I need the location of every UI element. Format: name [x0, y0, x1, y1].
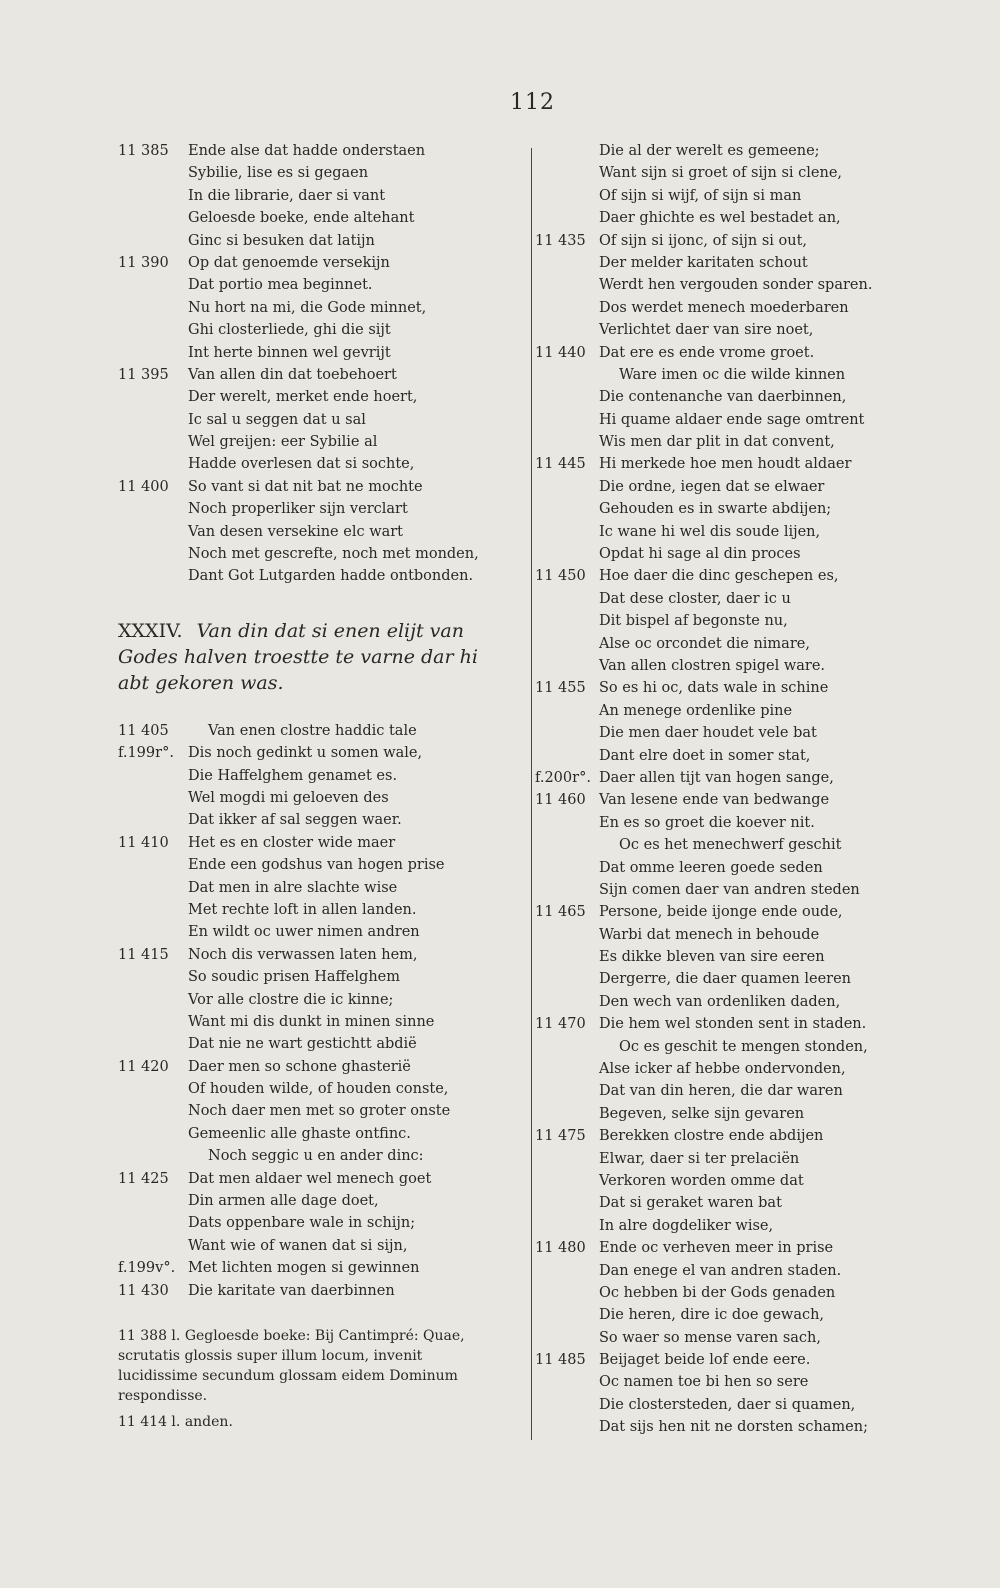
verse-text: Of sijn si wijf, of sijn si man: [599, 187, 802, 204]
verse-line: [535, 1058, 915, 1080]
verse-line: [535, 297, 915, 319]
footnotes: [118, 1326, 488, 1432]
verse-line: [118, 1257, 508, 1279]
verse-line: [535, 901, 915, 923]
verse-text: Noch dis verwassen laten hem,: [188, 946, 418, 963]
line-number: 11 460: [535, 792, 586, 809]
verse-text: Gehouden es in swarte abdijen;: [599, 501, 832, 518]
chapter-heading: [118, 618, 503, 696]
verse-line: [118, 944, 508, 966]
verse-line: [118, 565, 508, 587]
verse-text: Der werelt, merket ende hoert,: [188, 389, 418, 406]
verse-line: [535, 1148, 915, 1170]
line-number: 11 435: [535, 232, 586, 249]
verse-text: Met rechte loft in allen landen.: [188, 901, 417, 918]
verse-line: [535, 543, 915, 565]
verse-text: Sijn comen daer van andren steden: [599, 881, 860, 898]
verse-line: [535, 610, 915, 632]
verse-text: Die clostersteden, daer si quamen,: [599, 1396, 856, 1413]
chapter-title: Van din dat si enen elijt van Godes halven troestte te varne dar hi abt gekoren was.: [118, 619, 478, 694]
verse-text: Alse icker af hebbe ondervonden,: [599, 1061, 846, 1078]
verse-text: Die contenanche van daerbinnen,: [599, 389, 847, 406]
verse-line: [535, 1103, 915, 1125]
verse-line: [535, 274, 915, 296]
verse-line: [118, 162, 508, 184]
verse-text: Ware imen oc die wilde kinnen: [619, 366, 846, 383]
verse-line: [535, 1237, 915, 1259]
verse-text: So vant si dat nit bat ne mochte: [188, 478, 423, 495]
verse-line: [535, 565, 915, 587]
verse-text: En wildt oc uwer nimen andren: [188, 924, 420, 941]
verse-text: Dat portio mea beginnet.: [188, 277, 373, 294]
verse-line: [535, 162, 915, 184]
verse-line: [535, 386, 915, 408]
verse-text: Van lesene ende van bedwange: [599, 792, 830, 809]
verse-line: [535, 946, 915, 968]
verse-line: [118, 989, 508, 1011]
verse-line: [535, 1125, 915, 1147]
verse-text: Ende een godshus van hogen prise: [188, 857, 445, 874]
verse-line: [118, 207, 508, 229]
verse-line: [118, 543, 508, 565]
verse-text: Verkoren worden omme dat: [599, 1172, 804, 1189]
verse-text: Wel mogdi mi geloeven des: [188, 789, 389, 806]
line-number: 11 400: [118, 478, 169, 495]
verse-line: [118, 230, 508, 252]
left-column: [118, 140, 508, 1438]
verse-line: [118, 1280, 508, 1302]
verse-line: [118, 476, 508, 498]
verse-text: In alre dogdeliker wise,: [599, 1217, 774, 1234]
verse-text: Verlichtet daer van sire noet,: [599, 322, 814, 339]
verse-text: Opdat hi sage al din proces: [599, 546, 801, 563]
verse-text: Wis men dar plit in dat convent,: [599, 434, 835, 451]
verse-text: Of houden wilde, of houden conste,: [188, 1081, 449, 1098]
verse-text: Alse oc orcondet die nimare,: [599, 635, 810, 652]
verse-text: Ende oc verheven meer in prise: [599, 1240, 834, 1257]
verse-text: Het es en closter wide maer: [188, 834, 396, 851]
verse-line: [118, 140, 508, 162]
verse-text: Beijaget beide lof ende eere.: [599, 1352, 811, 1369]
verse-line: [118, 809, 508, 831]
verse-line: [118, 1100, 508, 1122]
line-number: 11 385: [118, 143, 169, 159]
verse-text: Werdt hen vergouden sonder sparen.: [599, 277, 873, 294]
verse-line: [118, 252, 508, 274]
verse-text: Die ordne, iegen dat se elwaer: [599, 478, 825, 495]
line-number: f.199r°.: [118, 745, 174, 762]
right-column: [535, 140, 915, 1439]
verse-line: [118, 1235, 508, 1257]
verse-text: Dant elre doet in somer stat,: [599, 747, 811, 764]
verse-line: [535, 677, 915, 699]
verse-text: Met lichten mogen si gewinnen: [188, 1260, 420, 1277]
verse-line: [118, 1078, 508, 1100]
verse-text: Of sijn si ijonc, of sijn si out,: [599, 232, 808, 249]
verse-text: Wel greijen: eer Sybilie al: [188, 434, 378, 451]
verse-line: [535, 1170, 915, 1192]
verse-line: [535, 1215, 915, 1237]
verse-line: [535, 991, 915, 1013]
verse-line: [535, 1304, 915, 1326]
line-number: 11 450: [535, 568, 586, 585]
verse-line: [118, 1190, 508, 1212]
verse-line: [535, 700, 915, 722]
verse-text: Dis noch gedinkt u somen wale,: [188, 745, 423, 762]
verse-text: Ende alse dat hadde onderstaen: [188, 143, 426, 159]
verse-line: [535, 364, 915, 386]
verse-line: [535, 1327, 915, 1349]
verse-text: Die heren, dire ic doe gewach,: [599, 1307, 825, 1324]
verse-text: Dat van din heren, die dar waren: [599, 1083, 843, 1100]
verse-text: Sybilie, lise es si gegaen: [188, 165, 369, 182]
verse-text: Dat men in alre slachte wise: [188, 879, 398, 896]
verse-text: Dat omme leeren goede seden: [599, 859, 823, 876]
verse-line: [118, 274, 508, 296]
verse-line: [118, 409, 508, 431]
verse-text: Daer ghichte es wel bestadet an,: [599, 210, 841, 227]
verse-line: [118, 765, 508, 787]
verse-text: Noch seggic u en ander dinc:: [208, 1148, 424, 1165]
verse-line: [118, 720, 508, 742]
line-number: 11 485: [535, 1352, 586, 1369]
verse-line: [535, 655, 915, 677]
verse-line: [535, 453, 915, 475]
verse-line: [118, 966, 508, 988]
verse-text: Berekken clostre ende abdijen: [599, 1128, 824, 1145]
line-number: f.199v°.: [118, 1260, 176, 1277]
line-number: 11 390: [118, 254, 169, 271]
verse-text: Ic wane hi wel dis soude lijen,: [599, 523, 821, 540]
verse-text: Noch daer men met so groter onste: [188, 1103, 451, 1120]
line-number: 11 420: [118, 1058, 169, 1075]
verse-text: En es so groet die koever nit.: [599, 814, 815, 831]
verse-text: So soudic prisen Haffelghem: [188, 969, 401, 986]
verse-line: [535, 812, 915, 834]
verse-text: Die karitate van daerbinnen: [188, 1282, 395, 1299]
verse-text: In die librarie, daer si vant: [188, 187, 386, 204]
verse-text: Der melder karitaten schout: [599, 254, 808, 271]
verse-text: Op dat genoemde versekijn: [188, 254, 390, 271]
verse-line: [535, 1416, 915, 1438]
verse-line: [118, 1168, 508, 1190]
verse-line: [118, 1033, 508, 1055]
verse-text: Gemeenlic alle ghaste ontfinc.: [188, 1125, 411, 1142]
verse-text: Vor alle clostre die ic kinne;: [188, 991, 394, 1008]
verse-line: [118, 742, 508, 764]
verse-line: [535, 230, 915, 252]
verse-text: Dat ere es ende vrome groet.: [599, 344, 815, 361]
verse-text: Want mi dis dunkt in minen sinne: [188, 1013, 435, 1030]
verse-text: Dat ikker af sal seggen waer.: [188, 812, 402, 829]
verse-text: Int herte binnen wel gevrijt: [188, 344, 391, 361]
verse-text: Want sijn si groet of sijn si clene,: [599, 165, 843, 182]
verse-text: Dat sijs hen nit ne dorsten schamen;: [599, 1419, 868, 1436]
verse-line: [535, 857, 915, 879]
line-number: f.200r°.: [535, 769, 591, 786]
verse-text: Es dikke bleven van sire eeren: [599, 949, 825, 966]
line-number: 11 465: [535, 904, 586, 921]
verse-text: Want wie of wanen dat si sijn,: [188, 1237, 408, 1254]
verse-block-bottom: [118, 720, 508, 1302]
verse-text: Ic sal u seggen dat u sal: [188, 411, 366, 428]
verse-line: [535, 968, 915, 990]
verse-text: Dant Got Lutgarden hadde ontbonden.: [188, 568, 474, 585]
verse-text: Die al der werelt es gemeene;: [599, 143, 820, 159]
verse-line: [535, 1013, 915, 1035]
verse-text: Oc es geschit te mengen stonden,: [619, 1038, 868, 1055]
line-number: 11 440: [535, 344, 586, 361]
verse-text: Van enen clostre haddic tale: [208, 722, 417, 739]
verse-text: Hi merkede hoe men houdt aldaer: [599, 456, 852, 473]
verse-line: [118, 1011, 508, 1033]
verse-line: [535, 342, 915, 364]
verse-text: Die Haffelghem genamet es.: [188, 767, 398, 784]
footnote: 11 414 l. anden.: [118, 1413, 233, 1430]
verse-line: [118, 854, 508, 876]
verse-text: Dit bispel af begonste nu,: [599, 613, 788, 630]
verse-line: [118, 342, 508, 364]
column-divider: [531, 148, 532, 1440]
verse-line: [535, 834, 915, 856]
verse-text: Dat si geraket waren bat: [599, 1195, 782, 1212]
verse-line: [118, 1145, 508, 1167]
verse-text: Noch met gescrefte, noch met monden,: [188, 546, 479, 563]
verse-line: [118, 185, 508, 207]
verse-text: An menege ordenlike pine: [599, 702, 793, 719]
verse-text: Oc es het menechwerf geschit: [619, 837, 842, 854]
line-number: 11 455: [535, 680, 586, 697]
verse-line: [535, 431, 915, 453]
verse-text: Die men daer houdet vele bat: [599, 725, 817, 742]
verse-line: [118, 498, 508, 520]
verse-line: [118, 921, 508, 943]
verse-line: [535, 185, 915, 207]
verse-text: Elwar, daer si ter prelaciën: [599, 1150, 800, 1167]
line-number: 11 410: [118, 834, 169, 851]
verse-line: [535, 1192, 915, 1214]
footnote: 11 388 l. Gegloesde boeke: Bij Cantimpré: Quae, scrutatis glossis super illum locum, invenit lucidissime secundum glossam eidem Dominum respondisse.: [118, 1327, 465, 1404]
chapter-number: XXXIV.: [118, 619, 183, 642]
line-number: 11 425: [118, 1170, 169, 1187]
verse-line: [118, 1123, 508, 1145]
verse-text: Daer men so schone ghasterië: [188, 1058, 411, 1075]
verse-text: Oc namen toe bi hen so sere: [599, 1374, 809, 1391]
verse-line: [535, 1349, 915, 1371]
verse-text: Dos werdet menech moederbaren: [599, 299, 849, 316]
verse-line: [535, 319, 915, 341]
verse-text: Den wech van ordenliken daden,: [599, 993, 841, 1010]
verse-line: [535, 722, 915, 744]
verse-line: [118, 431, 508, 453]
verse-line: [118, 832, 508, 854]
line-number: 11 480: [535, 1240, 586, 1257]
verse-text: Van allen clostren spigel ware.: [599, 657, 826, 674]
line-number: 11 430: [118, 1282, 169, 1299]
line-number: 11 475: [535, 1128, 586, 1145]
page-number: 112: [510, 90, 555, 115]
verse-text: Ghi closterliede, ghi die sijt: [188, 322, 391, 339]
verse-line: [535, 1036, 915, 1058]
verse-line: [535, 409, 915, 431]
verse-text: Die hem wel stonden sent in staden.: [599, 1016, 867, 1033]
verse-line: [118, 386, 508, 408]
verse-text: Dats oppenbare wale in schijn;: [188, 1215, 416, 1232]
verse-text: Van desen versekine elc wart: [188, 523, 404, 540]
verse-line: [118, 297, 508, 319]
verse-line: [535, 521, 915, 543]
verse-line: [118, 1212, 508, 1234]
verse-text: Dat dese closter, daer ic u: [599, 590, 791, 607]
verse-line: [535, 476, 915, 498]
line-number: 11 405: [118, 722, 169, 739]
verse-line: [535, 789, 915, 811]
verse-line: [118, 521, 508, 543]
verse-text: Hadde overlesen dat si sochte,: [188, 456, 415, 473]
verse-text: So es hi oc, dats wale in schine: [599, 680, 829, 697]
verse-text: Hi quame aldaer ende sage omtrent: [599, 411, 865, 428]
line-number: 11 415: [118, 946, 169, 963]
verse-text: Oc hebben bi der Gods genaden: [599, 1284, 836, 1301]
verse-text: Dat men aldaer wel menech goet: [188, 1170, 432, 1187]
verse-line: [118, 1056, 508, 1078]
verse-line: [535, 1371, 915, 1393]
verse-line: [118, 364, 508, 386]
verse-line: [535, 745, 915, 767]
verse-text: Dergerre, die daer quamen leeren: [599, 971, 852, 988]
verse-text: Daer allen tijt van hogen sange,: [599, 769, 834, 786]
verse-text: Persone, beide ijonge ende oude,: [599, 904, 843, 921]
verse-line: [535, 498, 915, 520]
line-number: 11 395: [118, 366, 169, 383]
verse-text: Dan enege el van andren staden.: [599, 1262, 842, 1279]
verse-line: [535, 1394, 915, 1416]
verse-text: Warbi dat menech in behoude: [599, 926, 820, 943]
verse-text: Ginc si besuken dat latijn: [188, 232, 375, 249]
verse-line: [535, 140, 915, 162]
verse-line: [535, 633, 915, 655]
verse-text: Din armen alle dage doet,: [188, 1193, 379, 1210]
verse-text: Nu hort na mi, die Gode minnet,: [188, 299, 427, 316]
verse-text: Geloesde boeke, ende altehant: [188, 210, 415, 227]
verse-line: [535, 588, 915, 610]
verse-line: [535, 207, 915, 229]
verse-line: [118, 899, 508, 921]
verse-line: [118, 877, 508, 899]
verse-line: [118, 453, 508, 475]
verse-line: [535, 1080, 915, 1102]
verse-text: Dat nie ne wart gestichtt abdië: [188, 1036, 417, 1053]
verse-text: Hoe daer die dinc geschepen es,: [599, 568, 839, 585]
verse-line: [118, 787, 508, 809]
verse-text: Begeven, selke sijn gevaren: [599, 1105, 805, 1122]
verse-block-top: [118, 140, 508, 588]
verse-text: Noch properliker sijn verclart: [188, 501, 408, 518]
verse-line: [535, 767, 915, 789]
verse-text: Van allen din dat toebehoert: [188, 366, 397, 383]
verse-line: [535, 924, 915, 946]
line-number: 11 470: [535, 1016, 586, 1033]
verse-line: [535, 1260, 915, 1282]
verse-block-right: [535, 140, 915, 1439]
verse-line: [535, 252, 915, 274]
verse-line: [535, 879, 915, 901]
verse-line: [535, 1282, 915, 1304]
verse-text: So waer so mense varen sach,: [599, 1329, 821, 1346]
line-number: 11 445: [535, 456, 586, 473]
verse-line: [118, 319, 508, 341]
